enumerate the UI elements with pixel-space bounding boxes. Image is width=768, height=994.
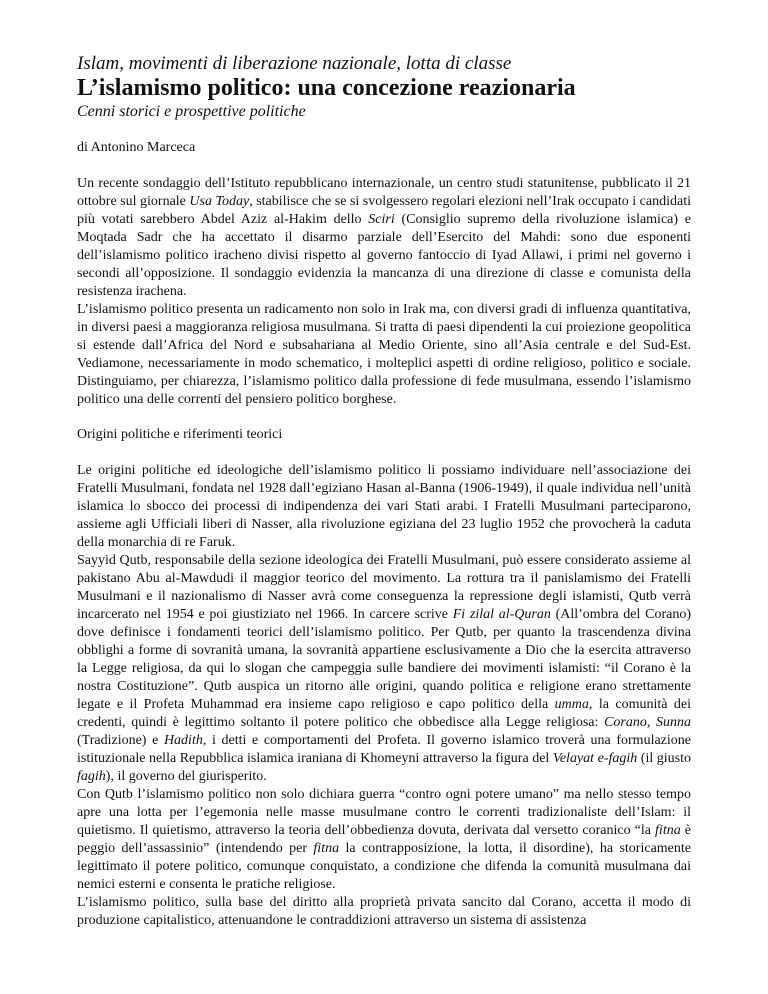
text-run: la contrapposizione, la lotta, il disordine), ha storicamente legittimato il potere politico, comunque conquistato, a condizione che difenda la comunità musulmana dai nemici esterni e consenta le pratiche religiose. — [77, 841, 691, 892]
body-paragraph-1: Le origini politiche ed ideologiche dell’islamismo politico li possiamo individuare nell’associazione dei Fratelli Musulmani, fondata nel 1928 dall’egiziano Hasan al-Banna (1906-1949), il quale individua nell’unità islamica lo sbocco dei processi di indipendenza dei vari Stati arabi. I Fratelli Musulmani parteciparono, assieme agli Ufficiali liberi di Nasser, alla rivoluzione egiziana del 23 luglio 1952 che provocherà la caduta della monarchia di re Faruk. — [77, 463, 691, 550]
italic-term: Velayat e-fagih — [552, 751, 638, 766]
text-run: ), il governo del giurisperito. — [105, 769, 267, 784]
italic-term: fagih — [77, 769, 106, 784]
section-heading: Origini politiche e riferimenti teorici — [77, 427, 283, 442]
article-byline: di Antonino Marceca — [77, 140, 196, 155]
text-run: la comunità dei credenti, quindi è legittimo soltanto il potere politico che obbedisce alla Legge religiosa: — [77, 697, 691, 730]
text-run: (All’ombra del Corano) dove definisce i fondamenti teorici dell’islamismo politico. Per Qutb, per quanto la trascendenza divina obblighi a forme di sovranità umana, la sovranità appartiene esclusivamente a Dio che la esercita attraverso la Legge religiosa, da qui lo slogan che campeggia sulle bandiere dei movimenti islamisti: “il Corano è la nostra Costituzione”. Qutb auspica un ritorno alle origini, quando politica e religione erano strettamente legate e il Profeta Muhammad era insieme capo religioso e capo politico della — [77, 607, 692, 712]
italic-term: fitna — [313, 841, 340, 856]
article-subtitle: Cenni storici e prospettive politiche — [77, 103, 306, 120]
text-run: Un recente sondaggio dell’Istituto repubblicano internazionale, un centro studi statunitense, pubblicato il 21 ottobre sul giornale — [77, 176, 691, 209]
text-run: , stabilisce che se si svolgessero regolari elezioni nell’Irak occupato i candidati più votati sarebbero Abdel Aziz al-Hakim dello — [77, 194, 691, 227]
article-title: L’islamismo politico: una concezione reazionaria — [77, 75, 576, 101]
text-run: (il giusto — [637, 751, 691, 766]
text-run: Con Qutb l’islamismo politico non solo dichiara guerra “contro ogni potere umano” ma nello stesso tempo apre una lotta per l’egemonia nelle masse musulmane contro le correnti tradizionaliste dell’Islam: il quietismo. Il quietismo, attraverso la teoria dell’obbedienza dovuta, derivata dal versetto coranico “la — [77, 787, 691, 838]
italic-term: umma, — [554, 697, 593, 712]
body-paragraph-3 — [77, 786, 691, 894]
italic-term: Corano, Sunna — [604, 715, 691, 730]
text-run: , i detti e comportamenti del Profeta. Il governo islamico troverà una formulazione istituzionale nella Repubblica islamica iraniana di Khomeyni attraverso la figura del — [77, 733, 691, 766]
text-run: Sayyid Qutb, responsabile della sezione ideologica dei Fratelli Musulmani, può essere considerato assieme al pakistano Abu al-Mawdudi il maggior teorico del movimento. La rottura tra il panislamismo dei Fratelli Musulmani e il nazionalismo di Nasser avrà come conseguenza la repressione degli islamisti, Qutb verrà incarcerato nel 1954 e poi giustiziato nel 1966. In carcere scrive — [77, 553, 691, 622]
body-paragraph-4: L’islamismo politico, sulla base del diritto alla proprietà privata sancito dal Corano, accetta il modo di produzione capitalistico, attenuandone le contraddizioni attraverso un sistema di assistenza — [77, 895, 691, 928]
intro-paragraph-2: L’islamismo politico presenta un radicamento non solo in Irak ma, con diversi gradi di influenza quantitativa, in diversi paesi a maggioranza religiosa musulmana. Si tratta di paesi dipendenti la cui proiezione geopolitica si estende dall’Africa del Nord e subsahariana al Medio Oriente, sino all’Asia centrale e del Sud-Est. Vediamone, necessariamente in modo schematico, i molteplici aspetti di ordine religioso, politico e sociale. Distinguiamo, per chiarezza, l’islamismo politico dalla professione di fede musulmana, essendo l’islamismo politico una delle correnti del pensiero politico borghese. — [77, 302, 691, 407]
italic-term: fitna — [655, 823, 681, 838]
italic-term: Hadith — [163, 733, 203, 748]
intro-paragraph-1 — [77, 175, 691, 301]
organization-name: Sciri — [368, 212, 395, 227]
text-run: (Consiglio supremo della rivoluzione islamica) e Moqtada Sadr che ha accettato il disarmo parziale dell’Esercito del Mahdi: sono due esponenti dell’islamismo politico iracheno divisi rispetto al governo fantoccio di Iyad Allawi, i primi nel governo i secondi all’opposizione. Il sondaggio evidenzia la mancanza di una direzione di classe e comunista della resistenza irachena. — [77, 212, 691, 299]
body-paragraph-2 — [77, 552, 691, 786]
book-title: Fi zilal al-Quran — [452, 607, 551, 622]
article-kicker: Islam, movimenti di liberazione nazionale, lotta di classe — [77, 53, 512, 74]
newspaper-name: Usa Today — [189, 194, 250, 209]
text-run: (Tradizione) e — [77, 733, 164, 748]
text-run: è peggio dell’assassinio” (intendendo per — [77, 823, 691, 856]
